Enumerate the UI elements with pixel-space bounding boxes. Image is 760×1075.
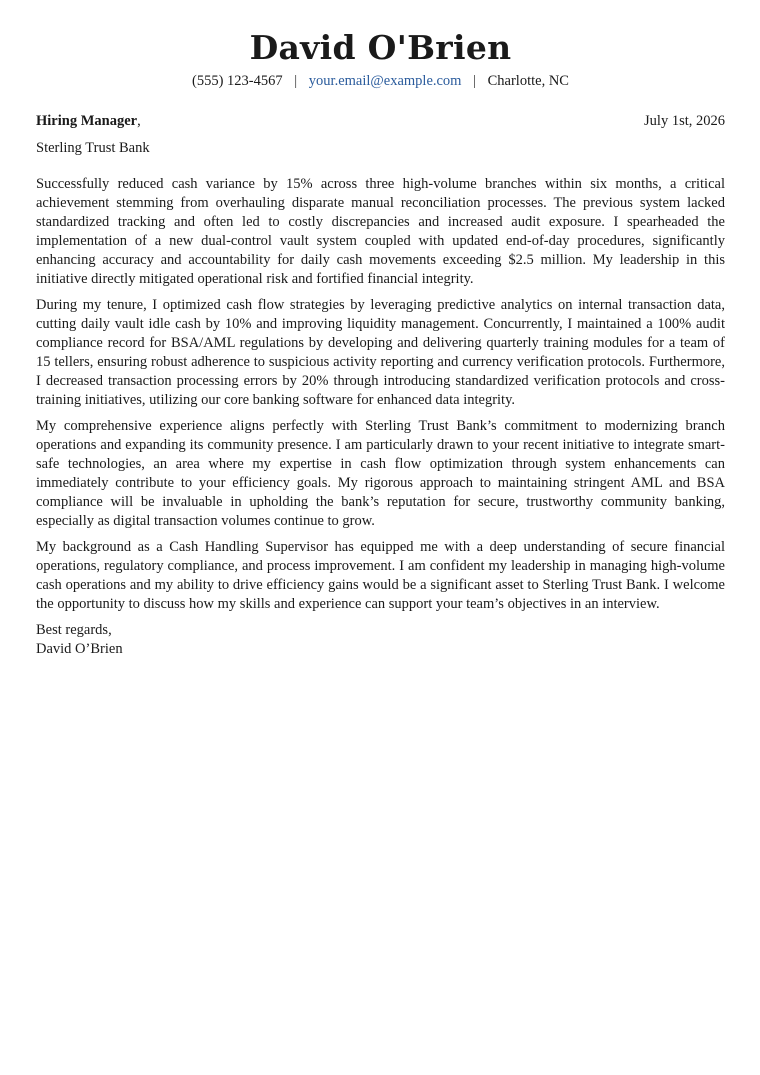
body-paragraph: My comprehensive experience aligns perfectly with Sterling Trust Bank’s commitment to modernizing branch operations and expanding its community presence. I am particularly drawn to your recent initiative to integrate smart-safe technologies, an area where my expertise in cash flow optimization through system enhancements can immediately contribute to your efficiency goals. My rigorous approach to maintaining stringent AML and BSA compliance will be invaluable in upholding the bank’s reputation for secure, trustworthy community banking, especially as digital transaction volumes continue to grow.	[36, 418, 725, 529]
letter-closing	[36, 621, 725, 659]
separator: |	[294, 73, 298, 89]
letter-date: July 1st, 2026	[644, 113, 725, 129]
recipient-comma: ,	[137, 113, 141, 129]
body-paragraph: My background as a Cash Handling Supervisor has equipped me with a deep understanding of secure financial operations, regulatory compliance, and process improvement. I am confident my leadership in managing high-volume cash operations and my ability to drive efficiency gains would be a significant asset to Sterling Trust Bank. I welcome the opportunity to discuss how my skills and experience can support your team’s objectives in an interview.	[36, 539, 725, 612]
letter-meta	[36, 111, 725, 131]
signature-name: David O’Brien	[36, 641, 123, 657]
separator: |	[473, 73, 476, 89]
recipient-line	[36, 111, 141, 131]
body-paragraph: During my tenure, I optimized cash flow strategies by leveraging predictive analytics on internal transaction data, cutting daily vault idle cash by 10% and improving liquidity management. Concurrently, I maintained a 100% audit compliance record for BSA/AML regulations by developing and delivering quarterly training modules for a team of 15 tellers, ensuring robust adherence to suspicious activity reporting and currency verification protocols. Furthermore, I decreased transaction processing errors by 20% through introducing standardized verification protocols and cross-training initiatives, utilizing our core banking software for enhanced data integrity.	[36, 297, 725, 408]
closing-salutation: Best regards,	[36, 622, 112, 638]
company-name: Sterling Trust Bank	[36, 140, 150, 156]
phone-number: (555) 123-4567	[192, 73, 283, 89]
body-paragraph: Successfully reduced cash variance by 15% across three high-volume branches within six months, a critical achievement stemming from overhauling disparate manual reconciliation processes. The previous system lacked standardized tracking and often led to costly discrepancies and increased audit exposure. I spearheaded the implementation of a new dual-control vault system coupled with updated end-of-day procedures, significantly enhancing accuracy and accountability for daily cash movements exceeding $2.5 million. My leadership in this initiative directly mitigated operational risk and fortified financial integrity.	[36, 176, 725, 287]
applicant-name: David O'Brien	[249, 28, 512, 67]
location: Charlotte, NC	[487, 73, 569, 89]
contact-line	[36, 71, 725, 91]
letter-body	[36, 175, 725, 614]
email-link[interactable]: your.email@example.com	[308, 73, 462, 89]
recipient-name: Hiring Manager	[36, 113, 138, 129]
